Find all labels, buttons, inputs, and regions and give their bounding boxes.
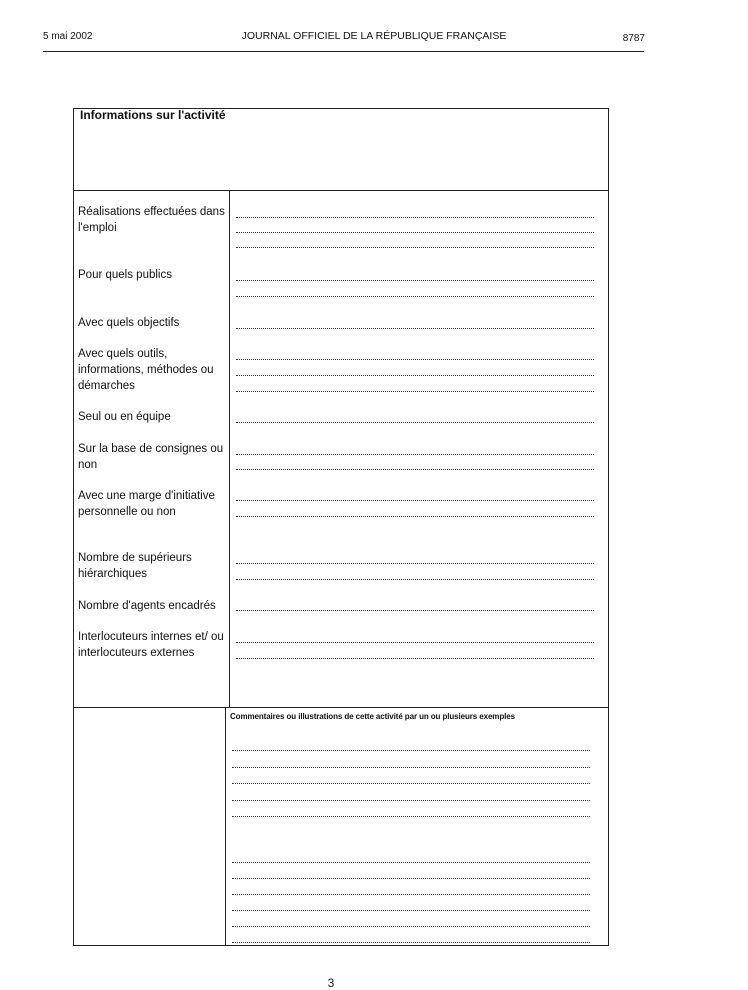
comment-line[interactable]	[232, 816, 590, 817]
label-outils: Avec quels outils, informations, méthodes ou démarches	[78, 348, 214, 392]
fill-line[interactable]	[236, 610, 594, 611]
fill-line[interactable]	[236, 563, 594, 564]
fill-line[interactable]	[236, 500, 594, 501]
comments-heading: Commentaires ou illustrations de cette activité par un ou plusieurs exemples	[230, 712, 515, 721]
label-objectifs: Avec quels objectifs	[78, 317, 180, 329]
fill-line[interactable]	[236, 280, 594, 281]
label-interlocuteurs: Interlocuteurs internes et/ ou interlocuteurs externes	[78, 631, 224, 659]
label-equipe: Seul ou en équipe	[78, 411, 171, 423]
comments-column-divider	[225, 707, 226, 946]
comment-line[interactable]	[232, 783, 590, 784]
comment-line[interactable]	[232, 750, 590, 751]
fill-line[interactable]	[236, 516, 594, 517]
comment-line[interactable]	[232, 894, 590, 895]
fill-line[interactable]	[236, 422, 594, 423]
fill-line[interactable]	[236, 579, 594, 580]
comment-line[interactable]	[232, 942, 590, 943]
comment-line[interactable]	[232, 862, 590, 863]
comment-line[interactable]	[232, 800, 590, 801]
comments-divider	[73, 707, 609, 708]
fill-line[interactable]	[236, 375, 594, 376]
comment-line[interactable]	[232, 878, 590, 879]
label-consignes: Sur la base de consignes ou non	[78, 443, 224, 471]
fill-line[interactable]	[236, 232, 594, 233]
fill-line[interactable]	[236, 359, 594, 360]
fill-line[interactable]	[236, 328, 594, 329]
column-divider	[229, 190, 230, 707]
fill-line[interactable]	[236, 296, 594, 297]
fill-line[interactable]	[236, 454, 594, 455]
fill-line[interactable]	[236, 391, 594, 392]
form-title: Informations sur l'activité	[80, 108, 226, 122]
header-date: 5 mai 2002	[43, 31, 93, 42]
title-divider	[73, 190, 609, 191]
fill-line[interactable]	[236, 658, 594, 659]
label-realisations: Réalisations effectuées dans l'emploi	[78, 206, 225, 234]
fill-line[interactable]	[236, 642, 594, 643]
fill-line[interactable]	[236, 247, 594, 248]
fill-line[interactable]	[236, 469, 594, 470]
comment-line[interactable]	[232, 926, 590, 927]
page-reference: 8787	[622, 33, 645, 44]
label-agents-encadres: Nombre d'agents encadrés	[78, 600, 216, 612]
label-superieurs: Nombre de supérieurs hiérarchiques	[78, 552, 192, 580]
header-rule	[43, 51, 644, 52]
label-publics: Pour quels publics	[78, 269, 172, 281]
page-number: 3	[327, 976, 335, 990]
label-initiative: Avec une marge d'initiative personnelle ou non	[78, 490, 215, 518]
fill-line[interactable]	[236, 217, 594, 218]
comment-line[interactable]	[232, 767, 590, 768]
comment-line[interactable]	[232, 910, 590, 911]
journal-title: JOURNAL OFFICIEL DE LA RÉPUBLIQUE FRANÇAISE	[241, 30, 507, 42]
